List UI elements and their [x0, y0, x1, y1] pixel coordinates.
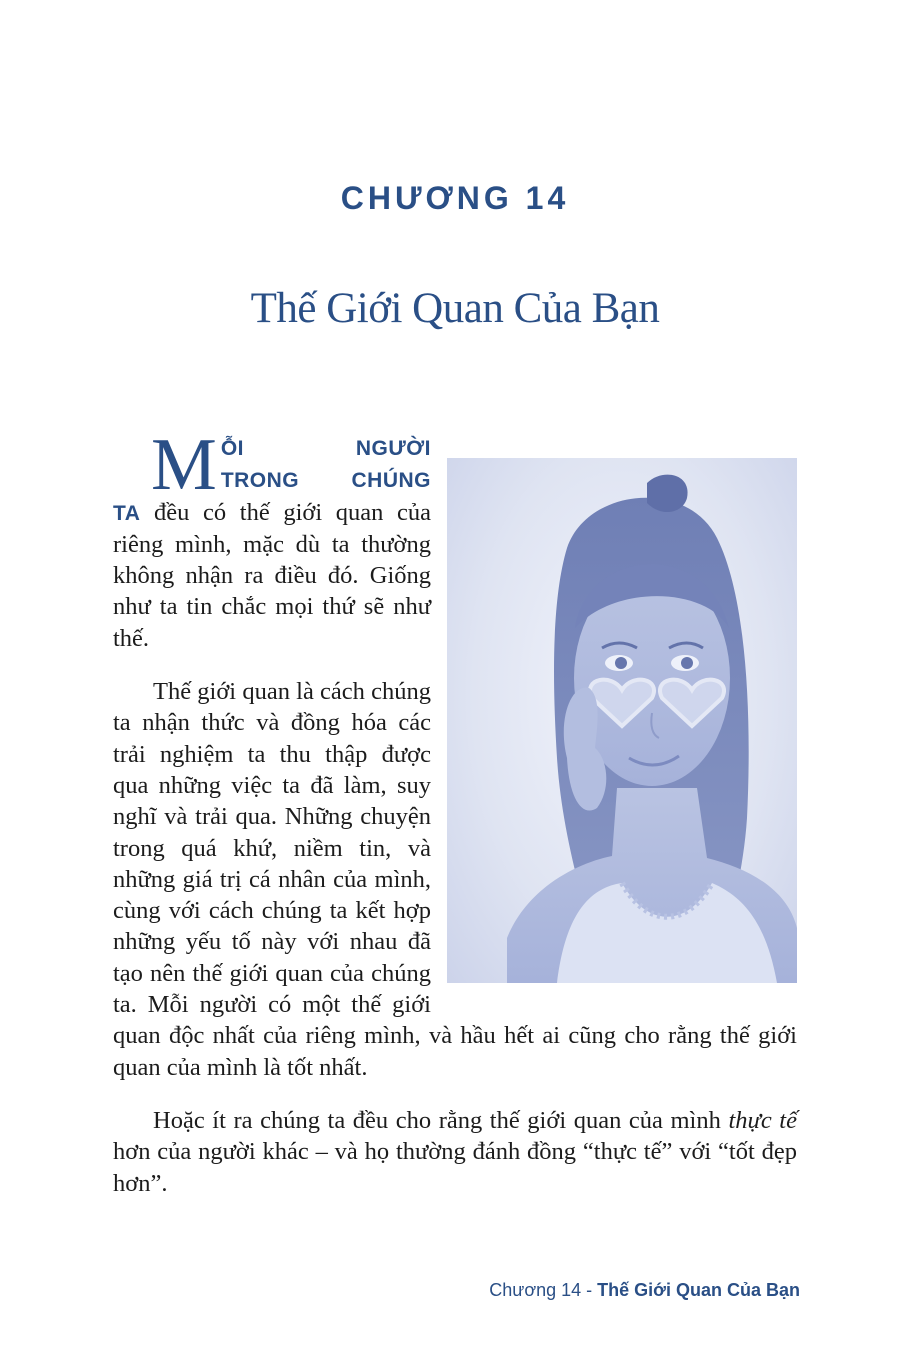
- drop-cap: M: [151, 424, 217, 506]
- paragraph-3-text-b: hơn của người khác – và họ thường đánh đồng “thực tế” với “tốt đẹp hơn”.: [113, 1138, 797, 1197]
- chapter-number: CHƯƠNG 14: [340, 180, 570, 216]
- paragraph-2: Thế giới quan là cách chúng ta nhận thức và đồng hóa các trải nghiệm ta thu thập được qua những việc ta đã làm, suy nghĩ và trải qua. Những chuyện trong quá khứ, niềm tin, và những giá trị cá nhân của mình, cùng với cách chúng ta kết hợp những yếu tố này với nhau đã tạo nên thế giới quan của chúng ta. Mỗi người có một thế giới quan độc nhất của riêng mình, và hầu hết ai cũng cho rằng thế giới quan của mình là tốt nhất.: [113, 678, 797, 1081]
- body-text: [113, 424, 797, 1221]
- paragraph-3: [113, 1105, 797, 1199]
- chapter-title: Thế Giới Quan Của Bạn: [250, 285, 660, 332]
- photo-girl-with-glasses: [447, 458, 797, 983]
- running-footer: [489, 1280, 800, 1301]
- footer-title: Thế Giới Quan Của Bạn: [597, 1280, 800, 1300]
- footer-chapter: Chương 14 -: [489, 1280, 598, 1300]
- girl-portrait-icon: [447, 458, 797, 983]
- lead-in-caps: ỖI NGƯỜI TRONG CHÚNG TA: [113, 437, 431, 525]
- paragraph-3-emphasis: thực tế: [728, 1106, 797, 1134]
- paragraph-1-text: đều có thế giới quan của riêng mình, mặc dù ta thường không nhận ra điều đó. Giống như ta tin chắc mọi thứ sẽ như thế.: [113, 498, 431, 652]
- paragraph-3-text-a: Hoặc ít ra chúng ta đều cho rằng thế giới quan của mình: [153, 1106, 729, 1134]
